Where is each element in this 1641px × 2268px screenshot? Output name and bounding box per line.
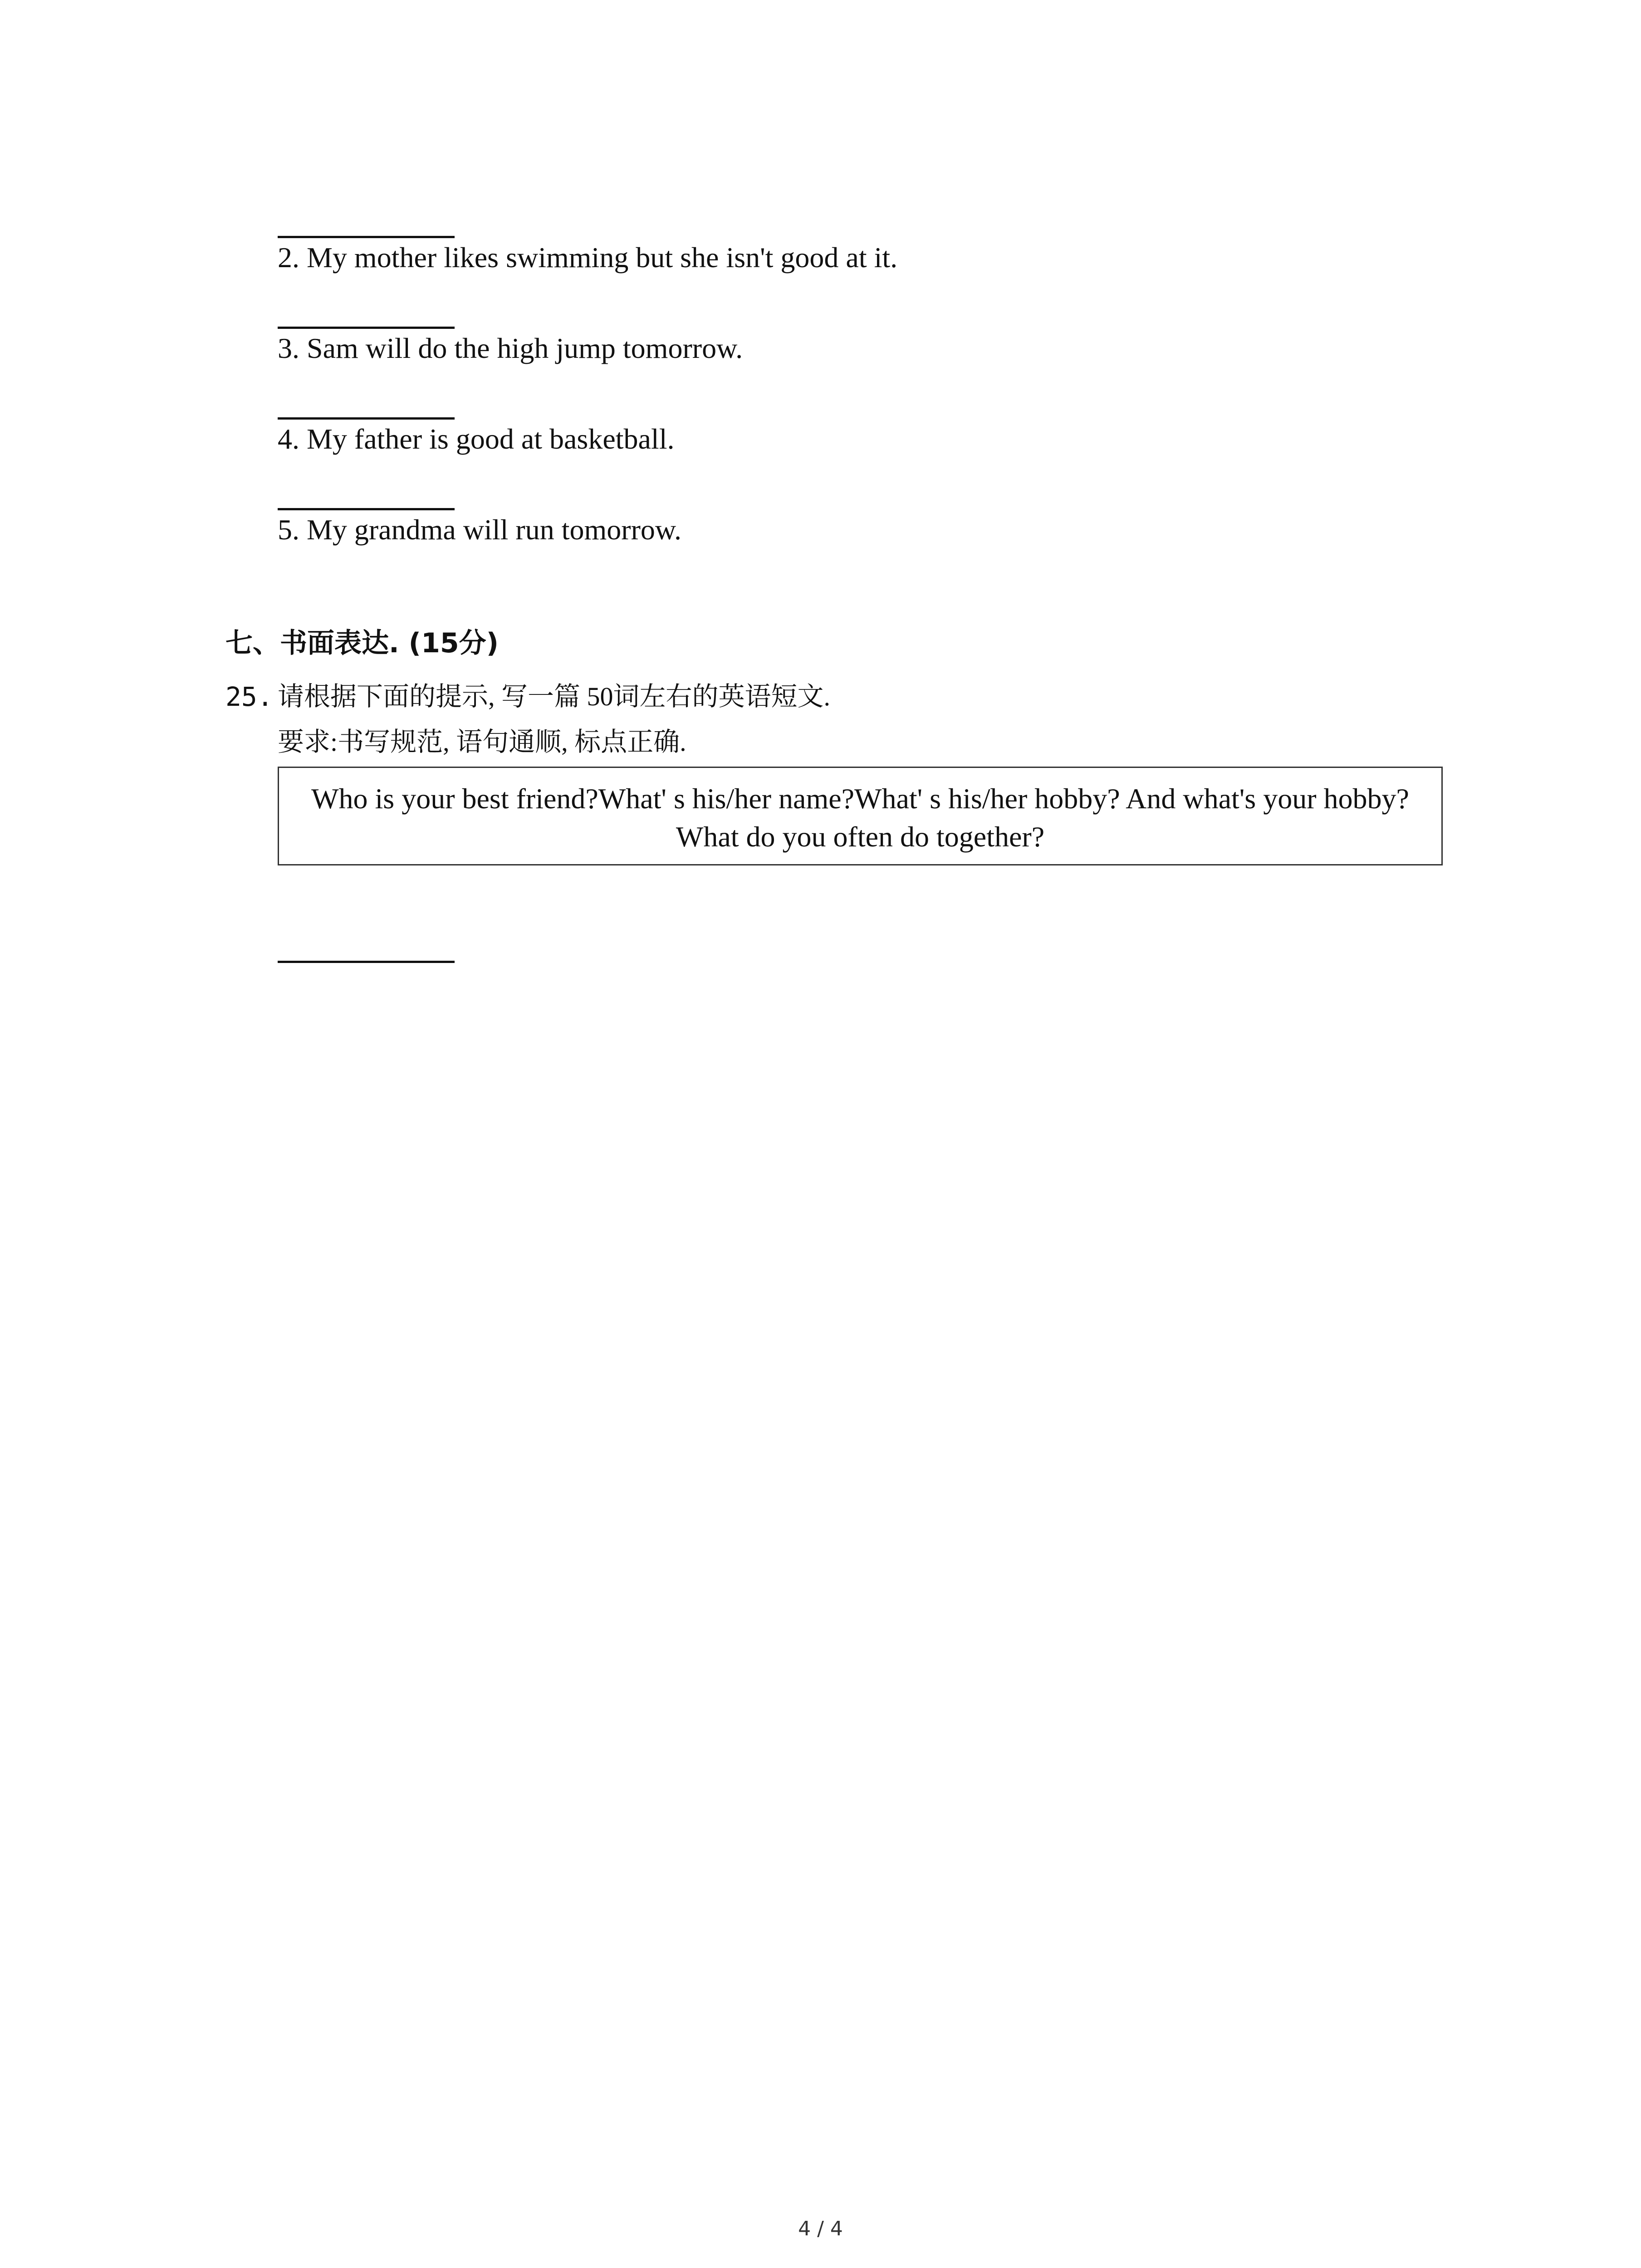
- question-instruction: 请根据下面的提示, 写一篇 50词左右的英语短文.: [278, 682, 831, 711]
- page-number: 4 / 4: [798, 2217, 843, 2240]
- writing-prompt-text: Who is your best friend?What' s his/her name?What' s his/her hobby? And what's your hobby?What do you often do together?: [311, 782, 1409, 853]
- writing-prompt-box: [278, 767, 1443, 865]
- question-item-3: 3. Sam will do the high jump tomorrow.: [278, 332, 743, 364]
- answer-blank-2[interactable]: [278, 236, 455, 238]
- answer-blank-5[interactable]: [278, 508, 455, 510]
- answer-blank-4[interactable]: [278, 417, 455, 420]
- question-requirements: 要求:书写规范, 语句通顺, 标点正确.: [278, 727, 686, 757]
- question-item-4: 4. My father is good at basketball.: [278, 423, 675, 455]
- answer-blank-writing[interactable]: [278, 961, 455, 963]
- question-item-2: 2. My mother likes swimming but she isn't good at it.: [278, 241, 898, 274]
- answer-blank-3[interactable]: [278, 327, 455, 329]
- section-title: 七、书面表达. (15分): [225, 627, 499, 659]
- question-number: 25.: [225, 681, 273, 712]
- question-item-5: 5. My grandma will run tomorrow.: [278, 513, 681, 546]
